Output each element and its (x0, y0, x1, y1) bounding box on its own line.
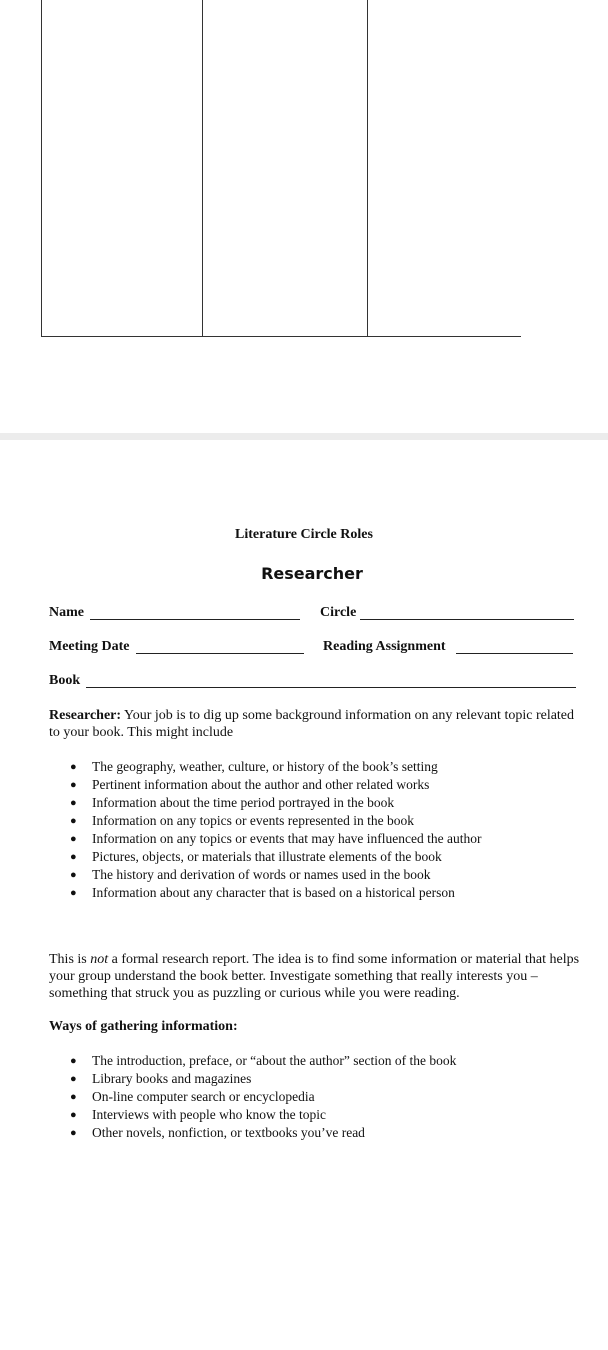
bullet-icon: ● (70, 851, 77, 863)
research-topics-list (70, 758, 482, 902)
bullet-icon: ● (70, 815, 77, 827)
ways-list (70, 1052, 456, 1142)
intro-label: Researcher: (49, 708, 122, 723)
list-item: ● Pertinent information about the author and other related works (70, 777, 430, 792)
list-item: ● Information about any character that is based on a historical person (70, 885, 455, 900)
researcher-intro (49, 707, 584, 741)
table-column-line-3 (367, 0, 368, 337)
worksheet-page (0, 440, 608, 1350)
list-item: ● The geography, weather, culture, or history of the book’s setting (70, 759, 438, 774)
document-title: Literature Circle Roles (235, 527, 373, 542)
bullet-icon: ● (70, 1073, 77, 1085)
circle-blank[interactable] (360, 619, 574, 620)
page-separator (0, 433, 608, 440)
meeting-date-blank[interactable] (136, 653, 304, 654)
note-emphasis: not (90, 952, 109, 967)
bullet-icon: ● (70, 1109, 77, 1121)
list-item: ● The history and derivation of words or names used in the book (70, 867, 431, 882)
list-item: ● Information about the time period portrayed in the book (70, 795, 395, 810)
bullet-icon: ● (70, 869, 77, 881)
list-item: ● Other novels, nonfiction, or textbooks you’ve read (70, 1125, 365, 1140)
bullet-icon: ● (70, 761, 77, 773)
bullet-icon: ● (70, 1127, 77, 1139)
list-item: ● Library books and magazines (70, 1071, 252, 1086)
book-blank[interactable] (86, 687, 576, 688)
reading-assignment-blank[interactable] (456, 653, 573, 654)
book-label: Book (49, 673, 81, 688)
list-item: ● On-line computer search or encyclopedia (70, 1089, 315, 1104)
reading-assignment-label: Reading Assignment (323, 639, 446, 654)
role-title: Researcher (261, 564, 363, 583)
bullet-icon: ● (70, 797, 77, 809)
list-item: ● Information on any topics or events represented in the book (70, 813, 415, 828)
intro-text: Your job is to dig up some background information on any relevant topic related to your book. This might include (49, 708, 575, 740)
circle-label: Circle (320, 605, 357, 620)
meeting-date-label: Meeting Date (49, 639, 130, 654)
bullet-icon: ● (70, 1091, 77, 1103)
bullet-icon: ● (70, 833, 77, 845)
table-column-line-1 (41, 0, 42, 337)
bullet-icon: ● (70, 779, 77, 791)
list-item: ● Pictures, objects, or materials that illustrate elements of the book (70, 849, 442, 864)
list-item: ● The introduction, preface, or “about the author” section of the book (70, 1053, 457, 1068)
list-item: ● Information on any topics or events that may have influenced the author (70, 831, 482, 846)
previous-page-fragment (0, 0, 608, 433)
table-bottom-border (41, 336, 521, 337)
name-label: Name (49, 605, 84, 620)
table-column-line-2 (202, 0, 203, 337)
research-note: This is not a formal research report. The idea is to find some information or material that helps your group understand the book better. Investigate something that really interests you – something that struck you as puzzling or curious while you were reading. (49, 952, 580, 1001)
name-blank[interactable] (90, 619, 300, 620)
ways-heading: Ways of gathering information: (49, 1019, 238, 1034)
bullet-icon: ● (70, 887, 77, 899)
bullet-icon: ● (70, 1055, 77, 1067)
list-item: ● Interviews with people who know the topic (70, 1107, 326, 1122)
